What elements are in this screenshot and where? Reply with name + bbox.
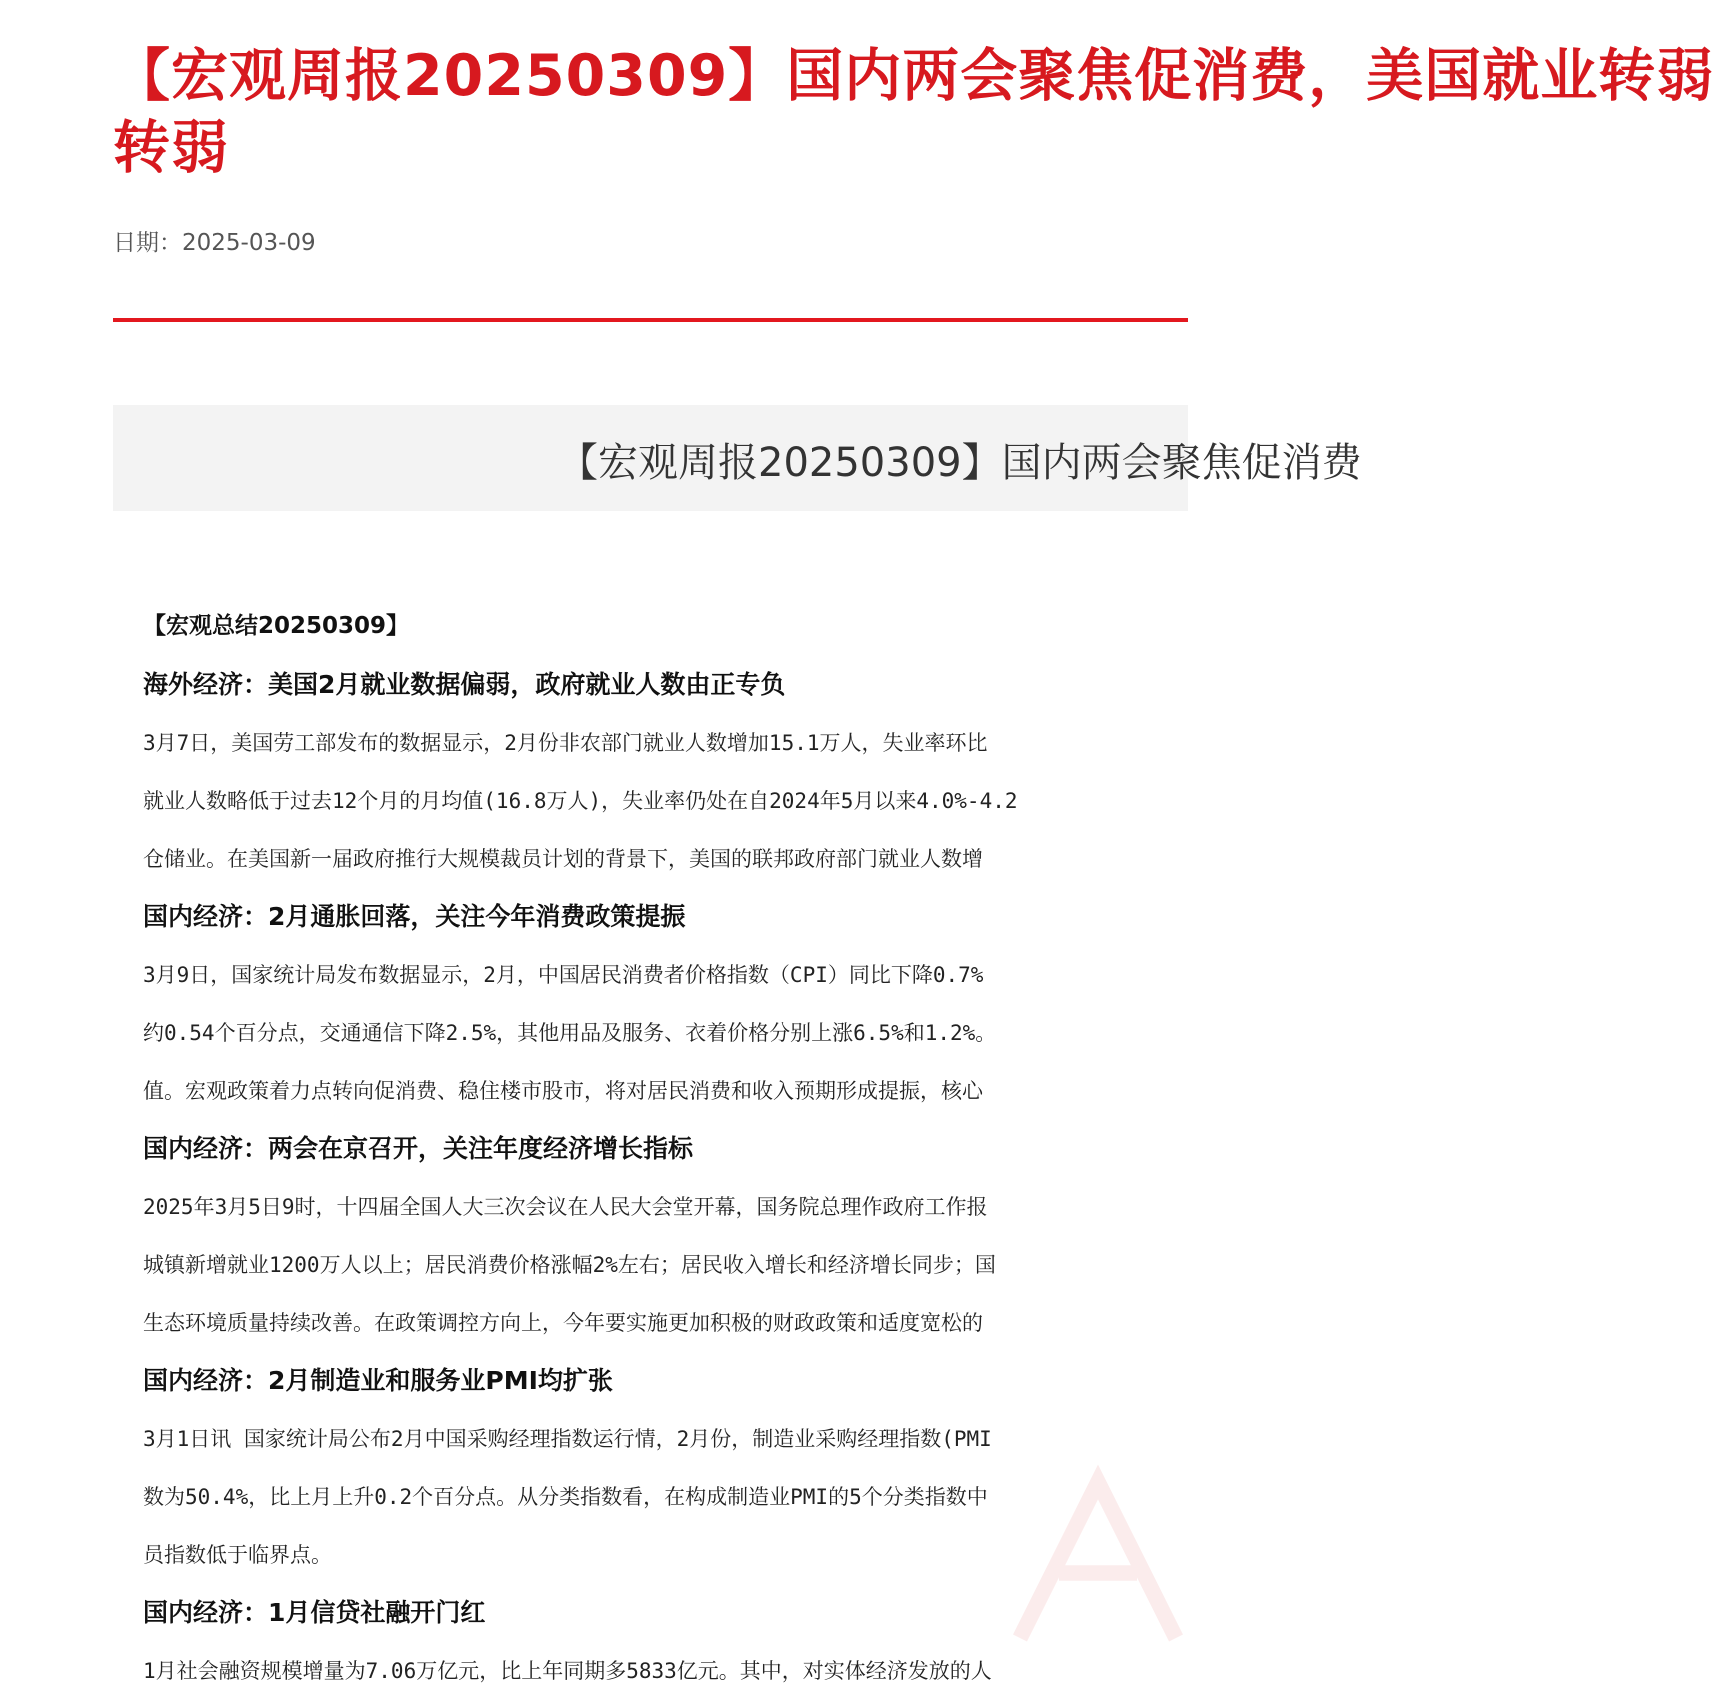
red-divider — [113, 318, 1188, 322]
paragraph-line: 3月1日讯 国家统计局公布2月中国采购经理指数运行情，2月份，制造业采购经理指数(PMI — [143, 1427, 992, 1451]
publish-date: 日期：2025-03-09 — [113, 230, 316, 256]
banner-title: 【宏观周报20250309】国内两会聚焦促消费 — [558, 440, 1362, 486]
article-title-line2: 转弱 — [113, 115, 229, 181]
title-banner — [113, 405, 1362, 511]
section-heading: 国内经济：1月信贷社融开门红 — [143, 1598, 486, 1627]
paragraph-line: 约0.54个百分点，交通通信下降2.5%，其他用品及服务、衣着价格分别上涨6.5%和1.2%。 — [143, 1021, 997, 1045]
paragraph-line: 仓储业。在美国新一届政府推行大规模裁员计划的背景下，美国的联邦政府部门就业人数增 — [143, 847, 983, 871]
paragraph-line: 数为50.4%，比上月上升0.2个百分点。从分类指数看，在构成制造业PMI的5个分类指数中 — [143, 1485, 988, 1509]
article-title-line1: 【宏观周报20250309】国内两会聚焦促消费，美国就业转弱 — [113, 43, 1714, 109]
paragraph-line: 就业人数略低于过去12个月的月均值(16.8万人)，失业率仍处在自2024年5月以来4.0%-4.2 — [143, 789, 1018, 813]
paragraph-line: 3月9日，国家统计局发布数据显示，2月，中国居民消费者价格指数（CPI）同比下降0.7% — [143, 963, 984, 987]
watermark-icon — [968, 1430, 1228, 1690]
paragraph-line: 1月社会融资规模增量为7.06万亿元，比上年同期多5833亿元。其中，对实体经济发放的人 — [143, 1659, 992, 1683]
article-title — [113, 40, 1714, 184]
paragraph-line: 2025年3月5日9时，十四届全国人大三次会议在人民大会堂开幕，国务院总理作政府工作报 — [143, 1195, 988, 1219]
paragraph-line: 值。宏观政策着力点转向促消费、稳住楼市股市，将对居民消费和收入预期形成提振，核心 — [143, 1079, 983, 1103]
section-heading: 国内经济：两会在京召开，关注年度经济增长指标 — [143, 1134, 694, 1163]
paragraph-line: 城镇新增就业1200万人以上；居民消费价格涨幅2%左右；居民收入增长和经济增长同步；国 — [143, 1253, 996, 1277]
summary-heading: 【宏观总结20250309】 — [143, 613, 410, 639]
paragraph-line: 员指数低于临界点。 — [143, 1543, 332, 1567]
section-heading: 海外经济：美国2月就业数据偏弱，政府就业人数由正专负 — [143, 670, 786, 699]
paragraph-line: 3月7日，美国劳工部发布的数据显示，2月份非农部门就业人数增加15.1万人，失业率环比 — [143, 731, 988, 755]
section-heading: 国内经济：2月制造业和服务业PMI均扩张 — [143, 1366, 613, 1395]
paragraph-line: 生态环境质量持续改善。在政策调控方向上，今年要实施更加积极的财政政策和适度宽松的 — [143, 1311, 983, 1335]
section-heading: 国内经济：2月通胀回落，关注今年消费政策提振 — [143, 902, 686, 931]
